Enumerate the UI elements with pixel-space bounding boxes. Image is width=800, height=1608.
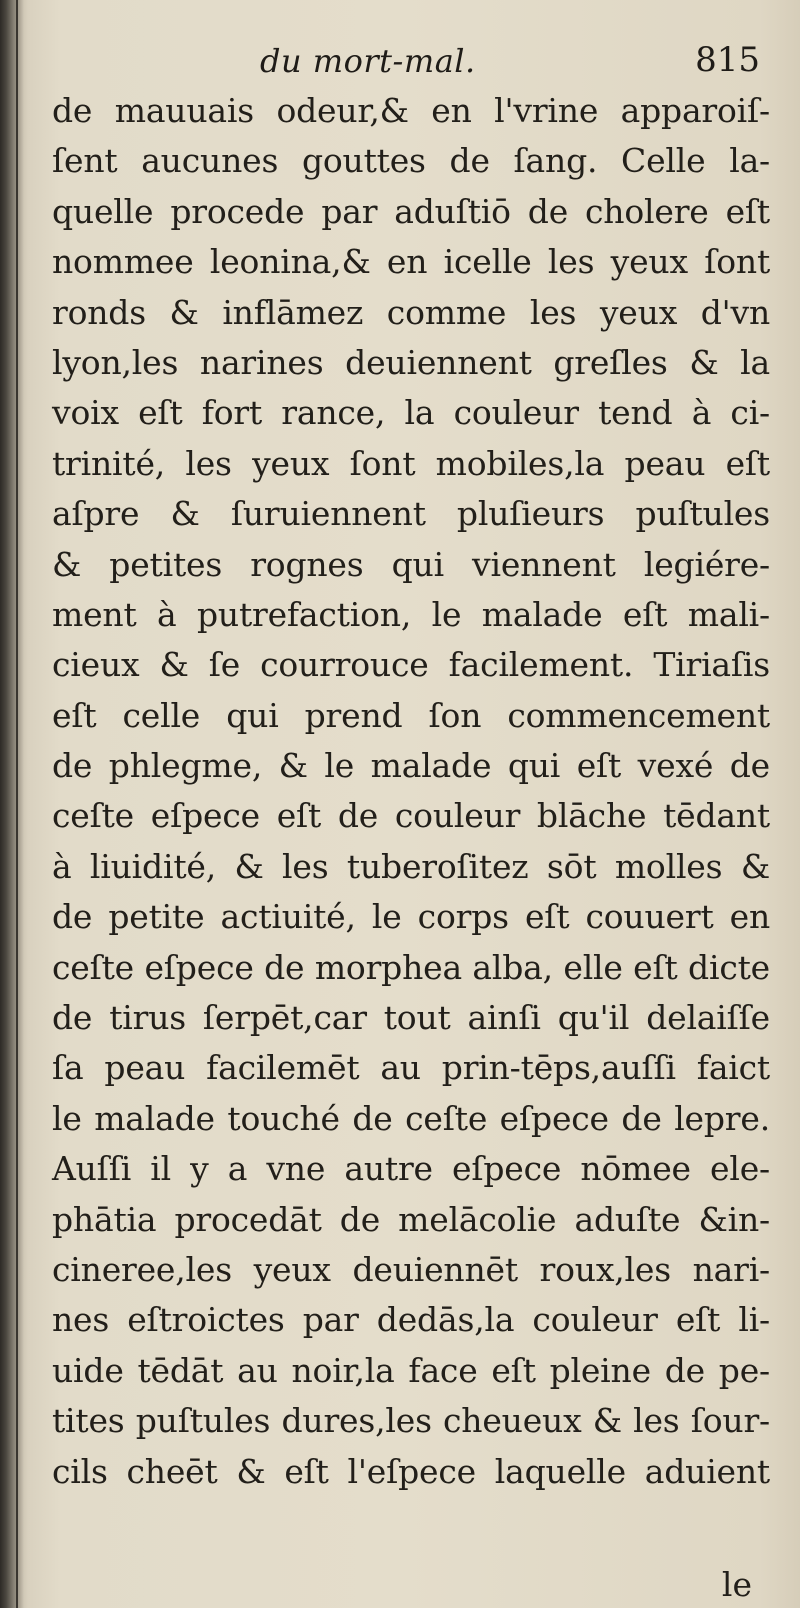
page-header — [60, 38, 760, 88]
text-line: ſent aucunes gouttes de ſang. Celle la- — [52, 141, 770, 181]
text-line: ſa peau facilemēt au prin-tēps,auſſi faict — [52, 1048, 770, 1088]
text-line: de tirus ſerpēt,car tout ainſi qu'il delaiſſe — [52, 998, 770, 1038]
page-number: 815 — [695, 40, 760, 80]
text-line: trinité, les yeux ſont mobiles,la peau eſt — [52, 443, 770, 483]
text-line: quelle procede par aduſtiō de cholere eſt — [52, 191, 770, 231]
text-line: & petites rognes qui viennent legiére- — [52, 544, 770, 584]
text-line: de petite actiuité, le corps eſt couuert en — [52, 897, 770, 937]
text-line: nommee leonina,& en icelle les yeux ſont — [52, 242, 770, 282]
text-line: ronds & inflāmez comme les yeux d'vn — [52, 292, 770, 332]
text-line: le malade touché de ceſte eſpece de lepre. — [52, 1098, 770, 1138]
text-line: tites puſtules dures,les cheueux & les ſour- — [52, 1401, 770, 1441]
text-line: cineree,les yeux deuiennēt roux,les nari- — [52, 1249, 770, 1289]
text-line: lyon,les narines deuiennent greſles & la — [52, 342, 770, 382]
text-line: nes eſtroictes par dedās,la couleur eſt li- — [52, 1300, 770, 1340]
text-line: cieux & ſe courrouce facilement. Tiriaſis — [52, 645, 770, 685]
running-title: du mort-mal. — [260, 42, 476, 80]
text-line: de phlegme, & le malade qui eſt vexé de — [52, 746, 770, 786]
text-line: voix eſt fort rance, la couleur tend à ci- — [52, 393, 770, 433]
margin-rule — [16, 0, 18, 1608]
body-text — [52, 86, 770, 1497]
text-line: Auſſi il y a vne autre eſpece nōmee ele- — [52, 1149, 770, 1189]
text-line: cils cheēt & eſt l'eſpece laquelle aduient — [52, 1451, 770, 1491]
text-line: eſt celle qui prend ſon commencement — [52, 695, 770, 735]
text-line: ceſte eſpece eſt de couleur blāche tēdant — [52, 796, 770, 836]
text-line: uide tēdāt au noir,la face eſt pleine de pe- — [52, 1350, 770, 1390]
text-line: aſpre & ſuruiennent pluſieurs puſtules — [52, 494, 770, 534]
text-line: ment à putrefaction, le malade eſt mali- — [52, 594, 770, 634]
catchword: le — [721, 1565, 752, 1604]
text-line: à liuidité, & les tuberoſitez sōt molles & — [52, 846, 770, 886]
text-line: phātia procedāt de melācolie aduſte &in- — [52, 1199, 770, 1239]
binding-gutter — [0, 0, 24, 1608]
text-line: ceſte eſpece de morphea alba, elle eſt dicte — [52, 947, 770, 987]
text-line: de mauuais odeur,& en l'vrine apparoiſ- — [52, 91, 770, 130]
